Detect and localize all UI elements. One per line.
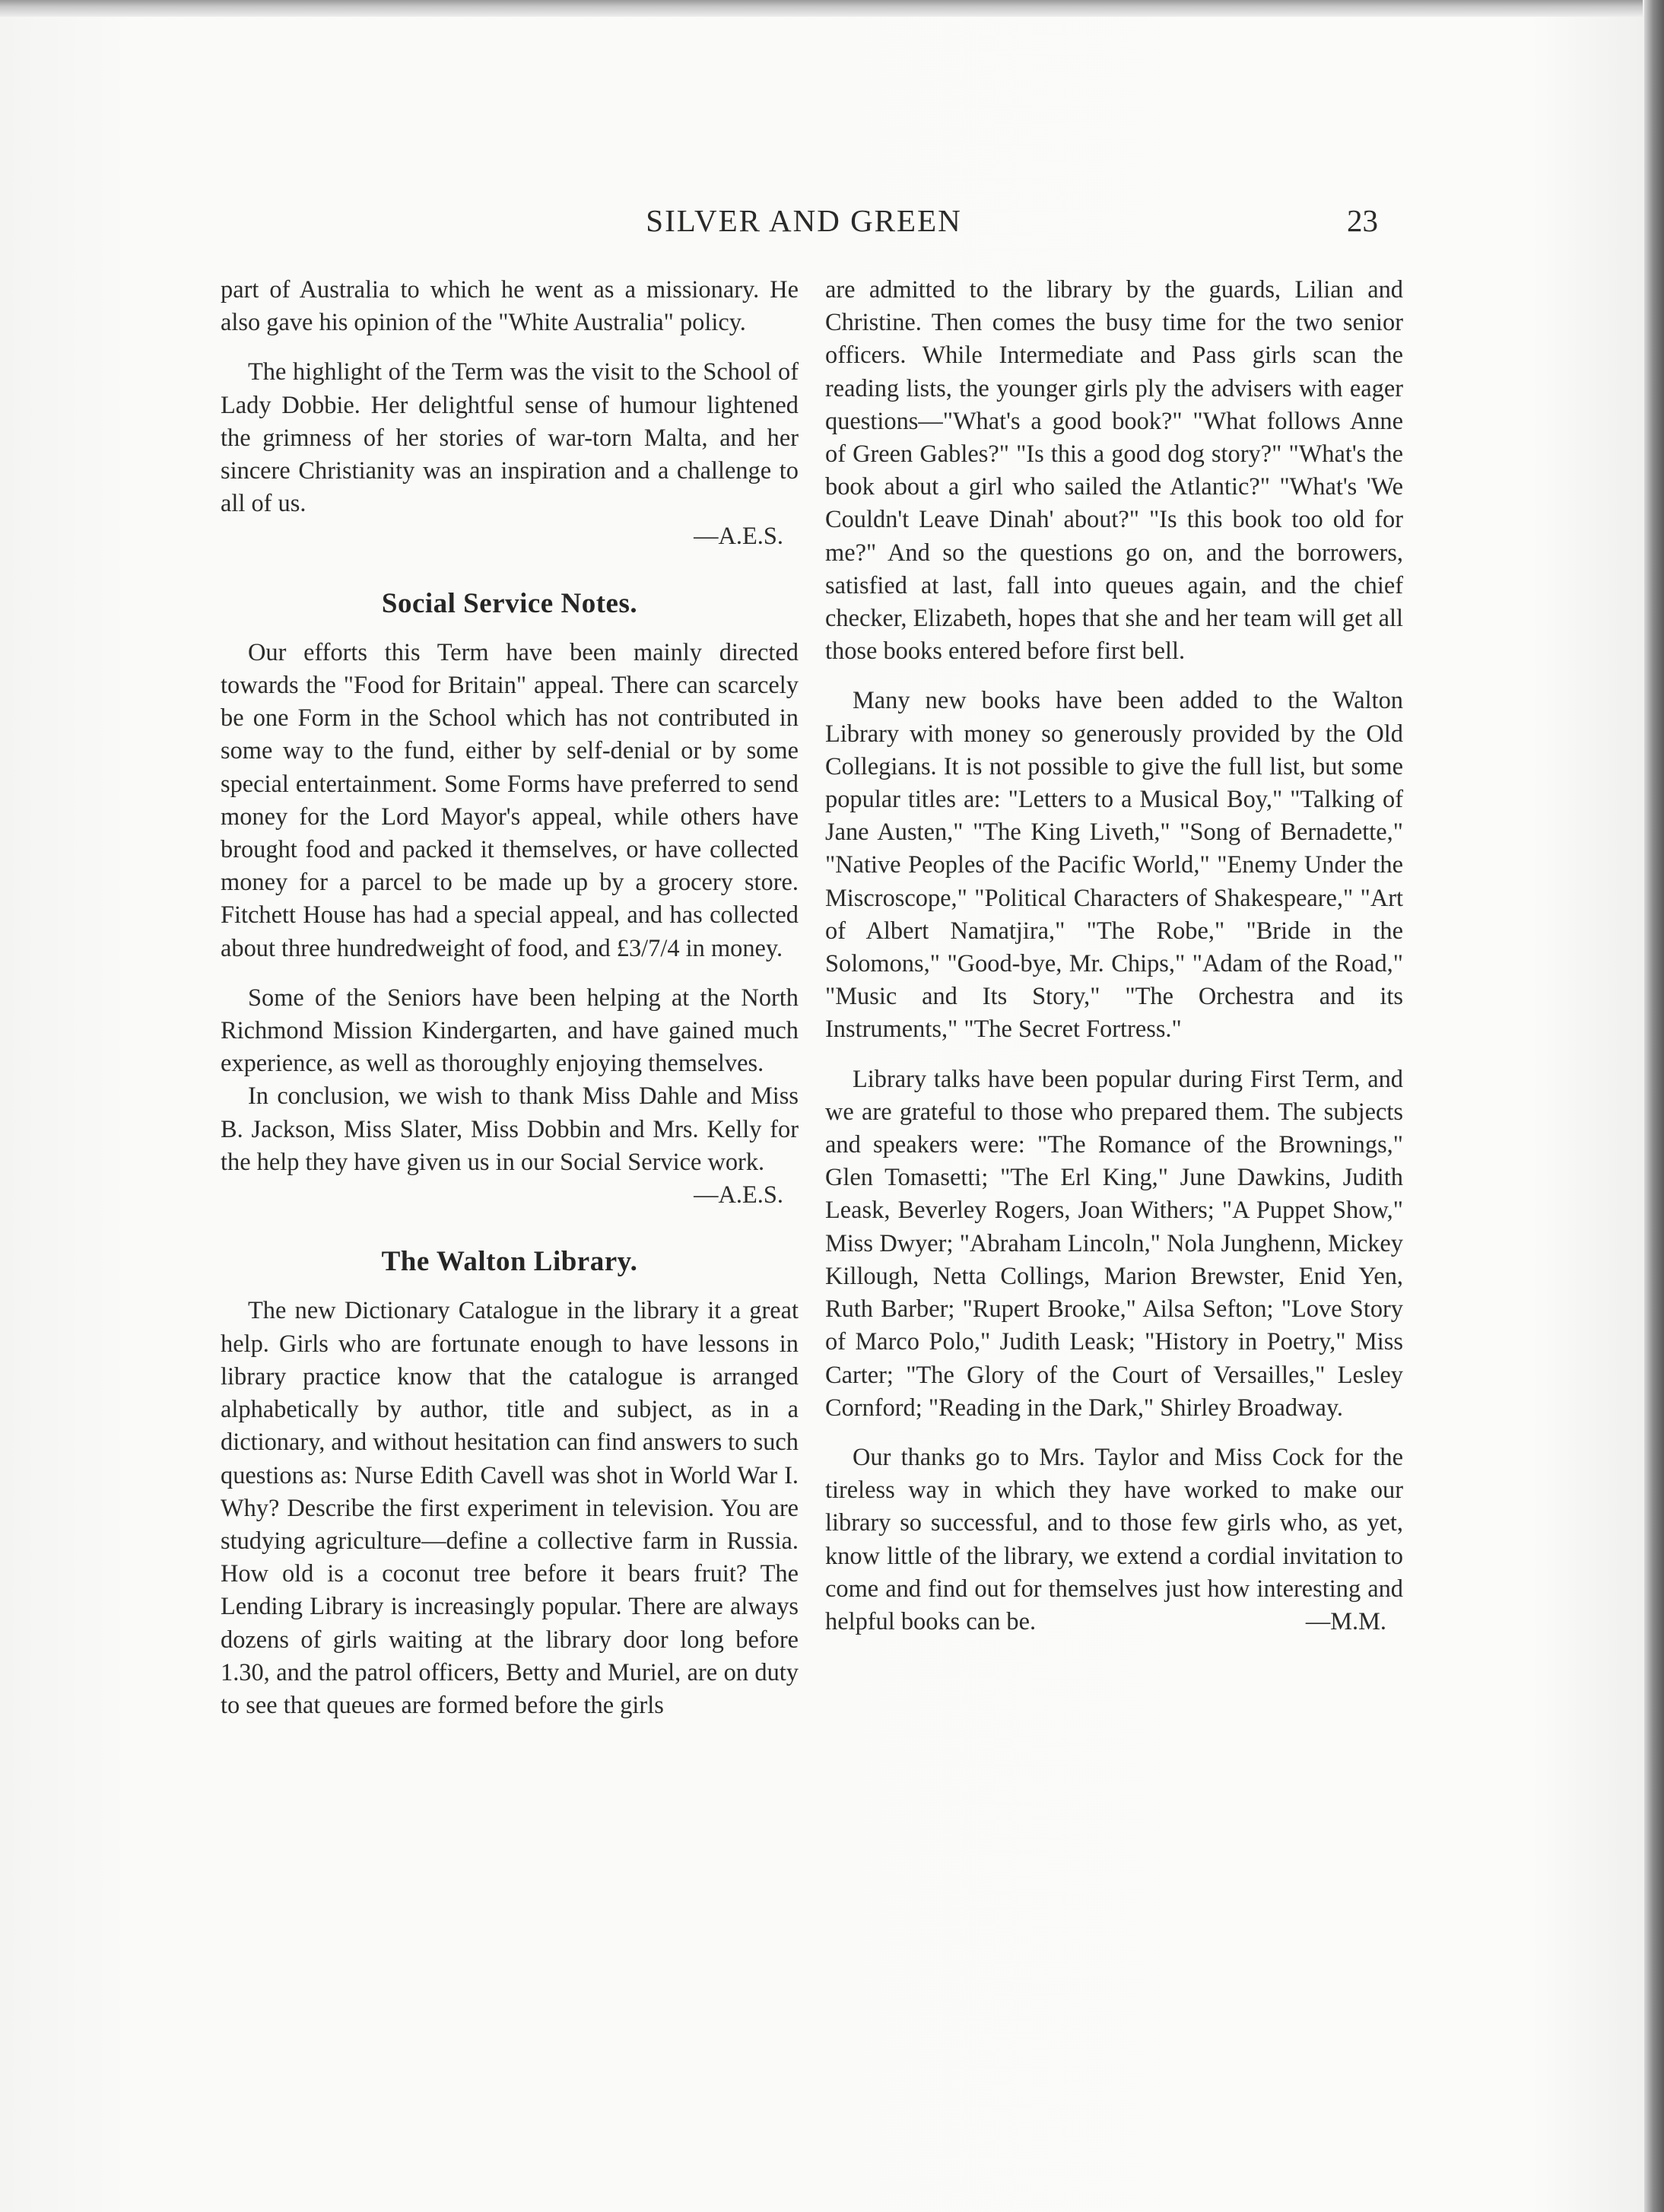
library-talks-paragraph: Library talks have been popular during First Term, and we are grateful to those who prepared them. The subjects and speakers were: "The Romance of the Brownings," Glen Tomasetti; "The Erl King," June Dawkins, Judith Leask, Beverley Rogers, Joan Withers; "A Puppet Show," Miss Dwyer; "Abraham Lincoln," Nola Junghenn, Mickey Killough, Netta Collings, Marion Brewster, Enid Yen, Ruth Barber; "Rupert Brooke," Ailsa Sefton; "Love Story of Marco Polo," Judith Leask; "History in Poetry," Miss Carter; "The Glory of the Court of Versailles," Lesley Cornford; "Reading in the Dark," Shirley Broadway.	[825, 1065, 1403, 1422]
social-paragraph-1: Our efforts this Term have been mainly directed towards the "Food for Britain" appeal. There can scarcely be one Form in the School which has not contributed in some way to the fund, either by self-denial or by some special entertainment. Some Forms have preferred to send money for the Lord Mayor's appeal, while others have brought food and packed it themselves, or have collected money for a parcel to be made up by a grocery store. Fitchett House has had a special appeal, and has collected about three hundredweight of food, and £3/7/4 in money.	[221, 638, 799, 962]
left-column	[221, 274, 799, 1722]
social-paragraph-2: Some of the Seniors have been helping at the North Richmond Mission Kindergarten, and have gained much experience, as well as thoroughly enjoying themselves.	[221, 984, 799, 1078]
intro-paragraph-2: The highlight of the Term was the visit to the School of Lady Dobbie. Her delightful sense of humour lightened the grimness of her stories of war-torn Malta, and her sincere Christianity was an inspiration and a challenge to all of us.	[221, 358, 799, 518]
page-number: 23	[1347, 203, 1378, 238]
thanks-signature: —M.M.	[1305, 1607, 1386, 1635]
walton-library-heading: The Walton Library.	[381, 1246, 638, 1278]
right-column	[825, 274, 1403, 1638]
scan-right-edge	[1644, 0, 1664, 2212]
running-title: SILVER AND GREEN	[646, 203, 962, 238]
intro-paragraph-1: part of Australia to which he went as a missionary. He also gave his opinion of the "White Australia" policy.	[221, 276, 799, 337]
library-continued-paragraph: are admitted to the library by the guards, Lilian and Christine. Then comes the busy time for the two senior officers. While Intermediate and Pass girls scan the reading lists, the younger girls ply the advisers with eager questions—"What's a good book?" "What follows Anne of Green Gables?" "Is this a good dog story?" "What's the book about a girl who sailed the Atlantic?" "What's 'We Couldn't Leave Dinah' about?" "Is this book too old for me?" And so the questions go on, and the borrowers, satisfied at last, fall into queues again, and the chief checker, Elizabeth, hopes that she and her team will get all those books entered before first bell.	[825, 276, 1403, 666]
social-signature: —A.E.S.	[694, 1181, 783, 1209]
social-service-heading: Social Service Notes.	[381, 587, 638, 619]
intro-signature: —A.E.S.	[694, 523, 783, 551]
new-books-paragraph: Many new books have been added to the Walton Library with money so generously provided by the Old Collegians. It is not possible to give the full list, but some popular titles are: "Letters to a Musical Boy," "Talking of Jane Austen," "The King Liveth," "Song of Bernadette," "Native Peoples of the Pacific World," "Enemy Under the Miscroscope," "Political Characters of Shakespeare," "Art of Albert Namatjira," "The Robe," "Bride in the Solomons," "Good-bye, Mr. Chips," "Adam of the Road," "Music and Its Story," "The Orchestra and its Instruments," "The Secret Fortress."	[825, 687, 1403, 1044]
thanks-text: Our thanks go to Mrs. Taylor and Miss Cock for the tireless way in which they have worked to make our library so successful, and to those few girls who, as yet, know little of the library, we extend a cordial invitation to come and find out for themselves just how interesting and helpful books can be.	[825, 1443, 1403, 1635]
social-paragraph-3: In conclusion, we wish to thank Miss Dahle and Miss B. Jackson, Miss Slater, Miss Dobbin and Mrs. Kelly for the help they have given us in our Social Service work.	[221, 1082, 799, 1176]
thanks-paragraph	[825, 1441, 1403, 1638]
library-paragraph-1: The new Dictionary Catalogue in the library it a great help. Girls who are fortunate enough to have lessons in library practice know that the catalogue is arranged alphabetically by author, title and subject, as in a dictionary, and without hesitation can find answers to such questions as: Nurse Edith Cavell was shot in World War I. Why? Describe the first experiment in television. You are studying agriculture—define a collective farm in Russia. How old is a coconut tree before it bears fruit? The Lending Library is increasingly popular. There are always dozens of girls waiting at the library door long before 1.30, and the patrol officers, Betty and Muriel, are on duty to see that queues are formed before the girls	[221, 1297, 799, 1719]
page-header	[218, 202, 1390, 248]
scan-top-edge	[0, 0, 1643, 17]
